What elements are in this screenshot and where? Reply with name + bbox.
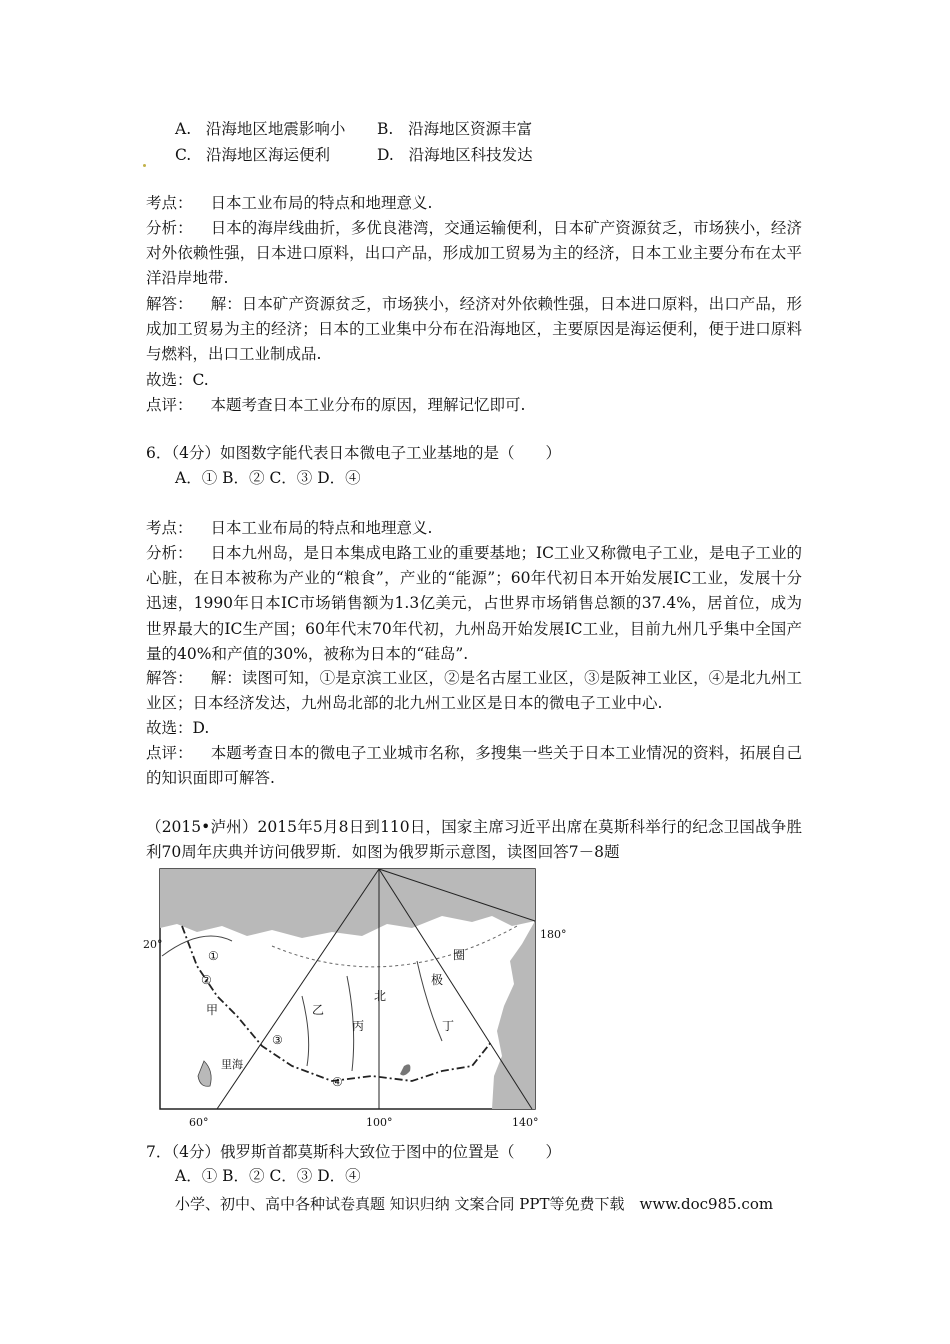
- q5-option-d: D. 沿海地区科技发达: [377, 146, 533, 164]
- map-marker-4: ④: [332, 1075, 343, 1089]
- russia-map: [142, 866, 547, 1128]
- map-lon-60: 60°: [189, 1116, 209, 1129]
- map-label-bei: 北: [374, 989, 387, 1003]
- map-label-bing: 丙: [352, 1019, 365, 1033]
- map-marker-2: ②: [201, 973, 212, 987]
- q6-kaodian: 考点： 日本工业布局的特点和地理意义.: [146, 519, 433, 537]
- q5-option-a: A. 沿海地区地震影响小: [175, 120, 346, 138]
- q7-8-intro: （2015•泸州）2015年5月8日到110日，国家主席习近平出席在莫斯科举行的纪念卫国战争胜利70周年庆典并访问俄罗斯．如图为俄罗斯示意图，读图回答7－8题: [146, 818, 802, 862]
- q7-stem: 7．（4分）俄罗斯首都莫斯科大致位于图中的位置是（ ）: [146, 1143, 561, 1161]
- scan-speck: [143, 164, 146, 167]
- q5-option-b: B. 沿海地区资源丰富: [377, 120, 533, 138]
- q5-jieda: 解答： 解：日本矿产资源贫乏，市场狭小，经济对外依赖性强，日本进口原料，出口产品，形成加工贸易为主的经济；日本的工业集中分布在沿海地区，主要原因是海运便利，便于进口原料与燃料，出口工业制成品.: [146, 295, 802, 364]
- q6-stem: 6．（4分）如图数字能代表日本微电子工业基地的是（ ）: [146, 444, 561, 462]
- q6-jieda: 解答： 解：读图可知，①是京滨工业区，②是名古屋工业区，③是阪神工业区，④是北九州工业区；日本经济发达，九州岛北部的北九州工业区是日本的微电子工业中心.: [146, 669, 802, 713]
- page-footer: 小学、初中、高中各种试卷真题 知识归纳 文案合同 PPT等免费下载 www.doc985.com: [175, 1195, 774, 1213]
- q6-fenxi: 分析： 日本九州岛，是日本集成电路工业的重要基地；IC工业又称微电子工业，是电子工业的心脏，在日本被称为产业的“粮食”，产业的“能源”；60年代初日本开始发展IC工业，发展十分迅速，1990年日本IC市场销售额为1.3亿美元，占世界市场销售总额的37.4%，居首位，成为世界最大的IC生产国；60年代末70年代初，九州岛开始发展IC工业，目前九州几乎集中全国产量的40%和产值的30%，被称为日本的“硅岛”.: [146, 544, 803, 663]
- q5-dianping: 点评： 本题考查日本工业分布的原因，理解记忆即可.: [146, 396, 526, 414]
- map-label-yi: 乙: [312, 1003, 325, 1017]
- q6-options: A．① B．② C．③ D．④: [175, 469, 361, 487]
- map-label-ji: 极: [431, 973, 444, 987]
- map-label-ding: 丁: [442, 1019, 455, 1033]
- map-lat-20: 20°: [143, 938, 163, 951]
- q7-options: A．① B．② C．③ D．④: [175, 1167, 361, 1185]
- q5-guxuan: 故选：C.: [146, 371, 209, 389]
- q5-option-c: C. 沿海地区海运便利: [175, 146, 331, 164]
- map-lon-100: 100°: [366, 1116, 393, 1129]
- map-label-quan: 圈: [453, 948, 466, 962]
- q6-guxuan: 故选：D.: [146, 719, 210, 737]
- map-marker-3: ③: [272, 1033, 283, 1047]
- q5-fenxi: 分析： 日本的海岸线曲折，多优良港湾，交通运输便利，日本矿产资源贫乏，市场狭小，经济对外依赖性强，日本进口原料，出口产品，形成加工贸易为主的经济，日本工业主要分布在太平洋沿岸地带.: [146, 219, 802, 288]
- map-lon-180: 180°: [540, 928, 567, 941]
- map-label-jia: 甲: [206, 1003, 219, 1017]
- map-marker-1: ①: [208, 949, 219, 963]
- q6-dianping: 点评： 本题考查日本的微电子工业城市名称，多搜集一些关于日本工业情况的资料，拓展自己的知识面即可解答.: [146, 744, 802, 788]
- map-label-caspian: 里海: [221, 1058, 243, 1071]
- map-lon-140: 140°: [512, 1116, 539, 1129]
- q5-kaodian: 考点： 日本工业布局的特点和地理意义.: [146, 194, 433, 212]
